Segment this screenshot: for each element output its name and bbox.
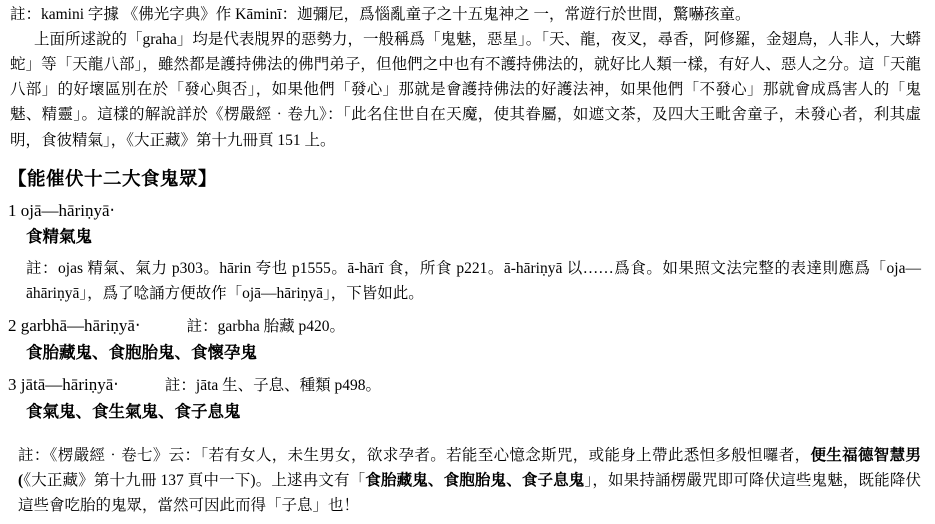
final-note xyxy=(18,443,921,518)
paragraph-kamini-note: 註：kamini 字據 《佛光字典》作 Kāminī：迦彌尼，爲惱亂童子之十五鬼神之 一，常遊行於世間，驚嚇孩童。 xyxy=(10,6,751,23)
final-note-bold-1: 便生福德智慧男( xyxy=(18,446,921,489)
final-note-bold-2: 食胎藏鬼、食胞胎鬼、食子息鬼 xyxy=(365,471,585,489)
entry-2-number: 2 xyxy=(8,316,17,336)
section-heading: 【能催伏十二大食鬼眾】 xyxy=(8,169,218,190)
entry-1-number: 1 xyxy=(8,200,17,220)
entry-2-inline-note: 註：garbha 胎藏 p420。 xyxy=(186,318,346,336)
entry-3-title xyxy=(8,372,921,398)
final-note-mid-2: 」，如果持誦楞嚴咒即可降伏這些鬼魅，既能降伏這些會吃胎的鬼眾，當然可因此而得「子息」也！ xyxy=(18,471,921,514)
entry-1-subtitle: 食精氣鬼 xyxy=(26,227,92,247)
entry-3-number: 3 xyxy=(8,375,17,395)
entry-3-roman: jātā—hāriṇyā‧ xyxy=(20,375,119,395)
entry-1 xyxy=(8,198,921,306)
entry-2-title xyxy=(8,313,921,339)
entry-3-inline-note: 註：jāta 生、子息、種類 p498。 xyxy=(164,377,382,395)
entry-2 xyxy=(8,313,921,365)
paragraph-graha-explanation: 上面所逑說的「graha」均是代表覑界的惡勢力，一般稱爲「鬼魅，惡星」。「天、龍，夜叉，尋香，阿修羅，金翅鳥，人非人，大蟒蛇」等「天龍八部」，雖然都是護持佛法的佛門弟子，但他們之中也有不護持佛法的，就好比人類一樣，有好人、惡人之分。這「天龍八部」的好壞區別在於「發心與否」，如果他們「發心」那就是會護持佛法的好護法神，如果他們「不發心」那就會成爲害人的「鬼魅、精靈」。這樣的解說詳於《楞嚴經‧卷九》：「此名住世自在天魔，使其眷屬，如遮文茶，及四大王毗舍童子，未發心者，利其虛明，食彼精氣」，《大正藏》第十九冊頁 151 上。 xyxy=(10,31,921,149)
entry-3-subtitle: 食氣鬼、食生氣鬼、食子息鬼 xyxy=(26,401,241,421)
entry-3 xyxy=(8,372,921,424)
entry-2-roman: garbhā—hāriṇyā‧ xyxy=(20,316,141,336)
entry-1-title xyxy=(8,198,921,224)
final-note-mid-1: 《大正藏》第十九冊 137 頁中一下)。上逑冉文有「 xyxy=(23,471,366,489)
entry-1-roman: ojā—hāriṇyā‧ xyxy=(20,200,115,220)
entry-1-note: 註：ojas 精氣、氣力 p303。hārin 夸也 p1555。ā-hārī 食，所食 p221。ā-hāriṇyā 以……爲食。如果照文法完整的表達則應爲「oja—āhāriṇyā」，爲了唸誦方便故作「ojā—hāriṇyā」，下皆如此。 xyxy=(26,259,921,303)
document-page xyxy=(0,2,935,524)
entry-2-subtitle: 食胎藏鬼、食胞胎鬼、食懷孕鬼 xyxy=(26,342,257,362)
final-note-lead: 註：《楞嚴經‧卷七》云：「若有女人，未生男女，欲求孕者。若能至心憶念斯咒，或能身上帶此悉怛多般怛囉者， xyxy=(18,446,811,464)
